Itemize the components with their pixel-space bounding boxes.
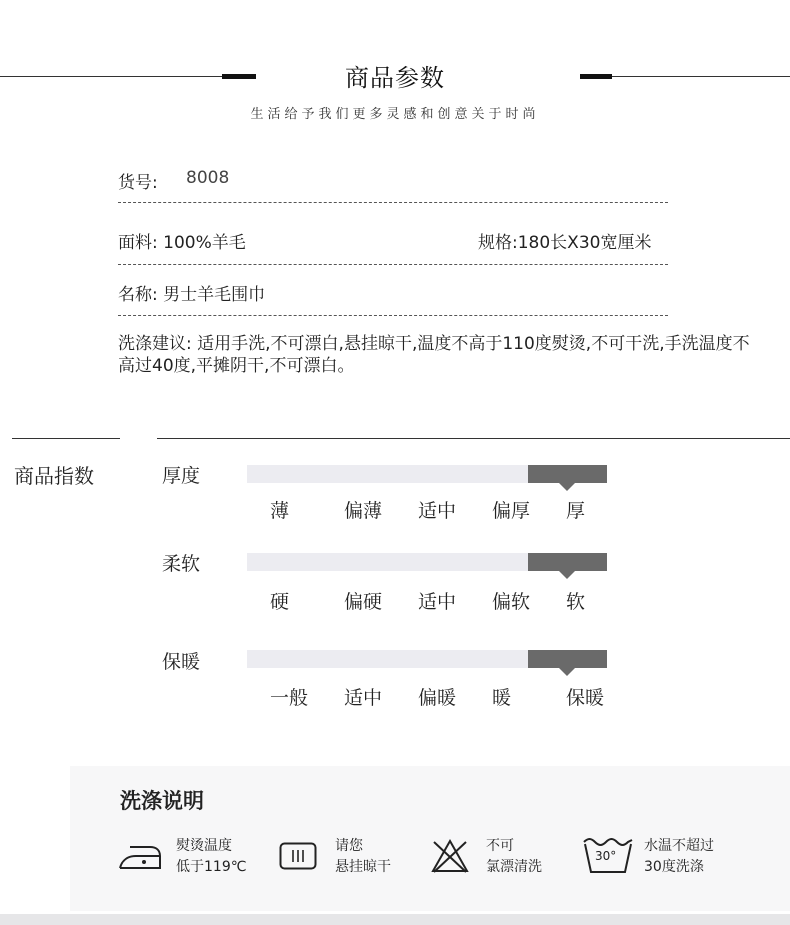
warmth-indicator (528, 650, 607, 668)
scale-label: 偏硬 (344, 591, 383, 613)
softness-indicator (528, 553, 607, 571)
divider (118, 264, 668, 265)
care-text: 熨烫温度 (176, 838, 232, 854)
fabric-field: 面料: 100%羊毛 (118, 233, 246, 253)
index-section-label: 商品指数 (14, 464, 94, 488)
divider (118, 202, 668, 203)
page-title: 商品参数 (345, 64, 445, 92)
hang-dry-icon (279, 842, 317, 870)
scale-label: 适中 (344, 687, 383, 709)
scale-label: 偏软 (492, 591, 531, 613)
scale-label: 暖 (492, 687, 512, 709)
index-line-left (12, 438, 120, 439)
index-line-right (157, 438, 790, 439)
care-title: 洗涤说明 (120, 789, 204, 813)
bottom-bar (0, 914, 790, 925)
row-label-warmth: 保暖 (162, 651, 201, 673)
scale-label: 偏暖 (418, 687, 457, 709)
scale-label: 硬 (270, 591, 290, 613)
item-no-label: 货号: (118, 173, 158, 193)
care-text: 水温不超过 (644, 838, 714, 854)
scale-label: 适中 (418, 591, 457, 613)
no-bleach-icon (430, 838, 470, 874)
page-subtitle: 生活给予我们更多灵感和创意关于时尚 (250, 107, 540, 122)
divider (118, 315, 668, 316)
care-text: 30度洗涤 (644, 859, 704, 875)
wash-30-icon (582, 836, 634, 876)
thickness-indicator (528, 465, 607, 483)
iron-icon (116, 838, 164, 872)
wash-advice: 洗涤建议: 适用手洗,不可漂白,悬挂晾干,温度不高于110度熨烫,不可干洗,手洗温度不高过40度,平摊阴干,不可漂白。 (118, 334, 750, 376)
softness-pointer (559, 571, 575, 579)
scale-label: 厚 (566, 500, 586, 522)
scale-label: 软 (566, 591, 586, 613)
name-field: 名称: 男士羊毛围巾 (118, 285, 266, 305)
scale-label: 适中 (418, 500, 457, 522)
item-no-value: 8008 (186, 168, 230, 188)
header-accent-right (580, 74, 612, 79)
care-text: 不可 (486, 838, 514, 854)
warmth-pointer (559, 668, 575, 676)
scale-label: 一般 (270, 687, 309, 709)
scale-label: 偏薄 (344, 500, 383, 522)
scale-label: 偏厚 (492, 500, 531, 522)
spec-field: 规格:180长X30宽厘米 (478, 233, 652, 253)
care-text: 氯漂清洗 (486, 859, 542, 875)
scale-label: 薄 (270, 500, 290, 522)
care-text: 请您 (335, 838, 363, 854)
care-text: 低于119℃ (176, 859, 247, 875)
scale-label: 保暖 (566, 687, 605, 709)
care-text: 悬挂晾干 (335, 859, 391, 875)
row-label-softness: 柔软 (162, 553, 201, 575)
wash-temp-label: 30° (595, 849, 617, 863)
thickness-pointer (559, 483, 575, 491)
row-label-thickness: 厚度 (162, 465, 201, 487)
